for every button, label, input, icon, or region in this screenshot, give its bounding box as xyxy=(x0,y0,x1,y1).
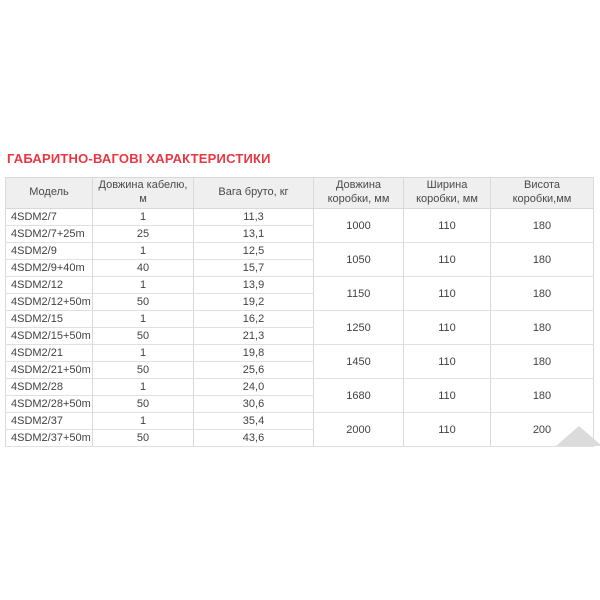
box-height-cell: 180 xyxy=(491,311,594,345)
cable-length-cell: 40 xyxy=(93,260,194,277)
corner-triangle-icon[interactable] xyxy=(556,426,600,446)
gross-weight-cell: 43,6 xyxy=(194,430,314,447)
cable-length-cell: 1 xyxy=(93,345,194,362)
table-row xyxy=(6,379,594,396)
model-cell: 4SDM2/12+50m xyxy=(6,294,93,311)
gross-weight-cell: 15,7 xyxy=(194,260,314,277)
gross-weight-cell: 11,3 xyxy=(194,209,314,226)
table-row xyxy=(6,413,594,430)
table-header-row xyxy=(6,178,594,209)
box-width-cell: 110 xyxy=(404,413,491,447)
box-length-cell: 1050 xyxy=(314,243,404,277)
gross-weight-cell: 30,6 xyxy=(194,396,314,413)
cable-length-cell: 1 xyxy=(93,379,194,396)
model-cell: 4SDM2/7+25m xyxy=(6,226,93,243)
model-cell: 4SDM2/28+50m xyxy=(6,396,93,413)
model-cell: 4SDM2/7 xyxy=(6,209,93,226)
box-height-cell: 180 xyxy=(491,209,594,243)
gross-weight-cell: 12,5 xyxy=(194,243,314,260)
model-cell: 4SDM2/15 xyxy=(6,311,93,328)
model-cell: 4SDM2/21+50m xyxy=(6,362,93,379)
box-length-cell: 2000 xyxy=(314,413,404,447)
box-height-cell: 180 xyxy=(491,345,594,379)
table-header xyxy=(6,178,594,209)
cable-length-cell: 50 xyxy=(93,294,194,311)
model-cell: 4SDM2/9+40m xyxy=(6,260,93,277)
page-title: ГАБАРИТНО-ВАГОВІ ХАРАКТЕРИСТИКИ xyxy=(7,151,271,166)
cable-length-cell: 50 xyxy=(93,362,194,379)
cable-length-cell: 1 xyxy=(93,209,194,226)
cable-length-cell: 25 xyxy=(93,226,194,243)
box-length-cell: 1680 xyxy=(314,379,404,413)
gross-weight-cell: 19,8 xyxy=(194,345,314,362)
gross-weight-cell: 19,2 xyxy=(194,294,314,311)
gross-weight-cell: 13,1 xyxy=(194,226,314,243)
gross-weight-cell: 21,3 xyxy=(194,328,314,345)
gross-weight-cell: 16,2 xyxy=(194,311,314,328)
model-cell: 4SDM2/9 xyxy=(6,243,93,260)
cable-length-cell: 1 xyxy=(93,277,194,294)
dimensions-weight-table xyxy=(5,177,594,447)
box-height-cell: 180 xyxy=(491,243,594,277)
header-model: Модель xyxy=(6,178,93,209)
box-height-cell: 200 xyxy=(491,413,594,447)
gross-weight-cell: 35,4 xyxy=(194,413,314,430)
gross-weight-cell: 25,6 xyxy=(194,362,314,379)
box-width-cell: 110 xyxy=(404,345,491,379)
box-length-cell: 1250 xyxy=(314,311,404,345)
header-box-width: Ширина коробки, мм xyxy=(404,178,491,209)
box-width-cell: 110 xyxy=(404,379,491,413)
header-box-height: Висота коробки,мм xyxy=(491,178,594,209)
cable-length-cell: 1 xyxy=(93,413,194,430)
table-row xyxy=(6,311,594,328)
table-row xyxy=(6,209,594,226)
model-cell: 4SDM2/12 xyxy=(6,277,93,294)
box-width-cell: 110 xyxy=(404,243,491,277)
model-cell: 4SDM2/21 xyxy=(6,345,93,362)
cable-length-cell: 50 xyxy=(93,396,194,413)
box-width-cell: 110 xyxy=(404,209,491,243)
table-row xyxy=(6,277,594,294)
header-cable-length: Довжина кабелю, м xyxy=(93,178,194,209)
cable-length-cell: 1 xyxy=(93,243,194,260)
box-height-cell: 180 xyxy=(491,277,594,311)
cable-length-cell: 1 xyxy=(93,311,194,328)
model-cell: 4SDM2/28 xyxy=(6,379,93,396)
cable-length-cell: 50 xyxy=(93,430,194,447)
box-width-cell: 110 xyxy=(404,311,491,345)
header-gross-weight: Вага бруто, кг xyxy=(194,178,314,209)
box-width-cell: 110 xyxy=(404,277,491,311)
table-body xyxy=(6,209,594,447)
model-cell: 4SDM2/37+50m xyxy=(6,430,93,447)
model-cell: 4SDM2/15+50m xyxy=(6,328,93,345)
box-length-cell: 1150 xyxy=(314,277,404,311)
box-length-cell: 1450 xyxy=(314,345,404,379)
box-length-cell: 1000 xyxy=(314,209,404,243)
header-box-length: Довжина коробки, мм xyxy=(314,178,404,209)
gross-weight-cell: 13,9 xyxy=(194,277,314,294)
model-cell: 4SDM2/37 xyxy=(6,413,93,430)
box-height-cell: 180 xyxy=(491,379,594,413)
table-row xyxy=(6,345,594,362)
table-row xyxy=(6,243,594,260)
gross-weight-cell: 24,0 xyxy=(194,379,314,396)
cable-length-cell: 50 xyxy=(93,328,194,345)
